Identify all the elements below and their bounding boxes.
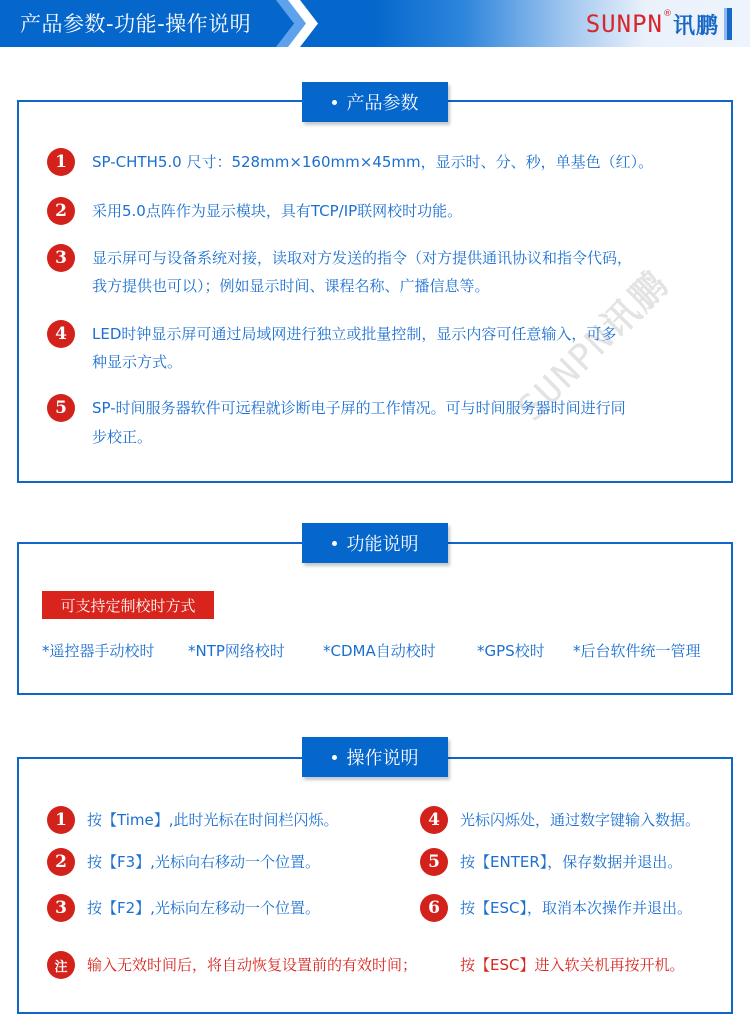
param-item-4-line-2: 种显示方式。 [92,353,183,371]
step-2-text: 按【F3】,光标向右移动一个位置。 [87,853,320,871]
param-item-5-line-2: 步校正。 [92,428,153,446]
step-1-text: 按【Time】,此时光标在时间栏闪烁。 [87,811,339,829]
step-3-text: 按【F2】,光标向左移动一个位置。 [87,899,320,917]
number-badge-1: 1 [47,148,75,176]
param-item-1: SP-CHTH5.0 尺寸：528mm×160mm×45mm，显示时、分、秒，单基色（红）。 [92,153,654,171]
step-badge-1: 1 [47,806,75,834]
param-item-4-line-1: LED时钟显示屏可通过局域网进行独立或批量控制，显示内容可任意输入，可多 [92,325,617,343]
step-4-text: 光标闪烁处，通过数字键输入数据。 [460,811,701,829]
param-item-3-line-1: 显示屏可与设备系统对接，读取对方发送的指令（对方提供通讯协议和指令代码， [92,249,633,267]
bullet-icon [332,100,337,105]
param-item-5-line-1: SP-时间服务器软件可远程就诊断电子屏的工作情况。可与时间服务器时间进行同 [92,399,626,417]
logo-cn-text: 讯鹏 [672,13,719,39]
logo-bar-decoration [727,8,732,40]
number-badge-2: 2 [47,197,75,225]
sync-method-gps: *GPS校时 [477,642,545,660]
bullet-icon [332,541,337,546]
page-title: 产品参数-功能-操作说明 [20,12,252,36]
page-header [0,0,750,47]
sync-method-remote: *遥控器手动校时 [42,642,155,660]
note-text-invalid-time: 输入无效时间后，将自动恢复设置前的有效时间； [87,956,418,974]
step-badge-2: 2 [47,848,75,876]
note-text-esc-shutdown: 按【ESC】进入软关机再按开机。 [460,956,685,974]
step-6-text: 按【ESC】，取消本次操作并退出。 [460,899,692,917]
step-5-text: 按【ENTER】，保存数据并退出。 [460,853,683,871]
operations-section [17,757,733,1014]
step-badge-6: 6 [420,894,448,922]
number-badge-3: 3 [47,244,75,272]
params-section-title: 产品参数 [302,82,448,122]
registered-mark: ® [662,9,672,19]
sync-method-cdma: *CDMA自动校时 [323,642,436,660]
param-item-2: 采用5.0点阵作为显示模块，具有TCP/IP联网校时功能。 [92,202,463,220]
number-badge-5: 5 [47,394,75,422]
logo-text: SUNPN [585,10,663,38]
param-item-3-line-2: 我方提供也可以）；例如显示时间、课程名称、广播信息等。 [92,277,490,295]
sync-method-ntp: *NTP网络校时 [188,642,285,660]
step-badge-5: 5 [420,848,448,876]
custom-sync-tag: 可支持定制校时方式 [42,591,214,619]
note-badge: 注 [47,951,75,979]
watermark: SUNPN讯鹏 [510,263,678,430]
number-badge-4: 4 [47,320,75,348]
brand-logo [586,9,732,39]
operations-section-title: 操作说明 [302,737,448,777]
step-badge-4: 4 [420,806,448,834]
functions-section-title: 功能说明 [302,523,448,563]
bullet-icon [332,755,337,760]
chevron-decoration-icon [270,0,330,47]
step-badge-3: 3 [47,894,75,922]
sync-method-software: *后台软件统一管理 [573,642,701,660]
